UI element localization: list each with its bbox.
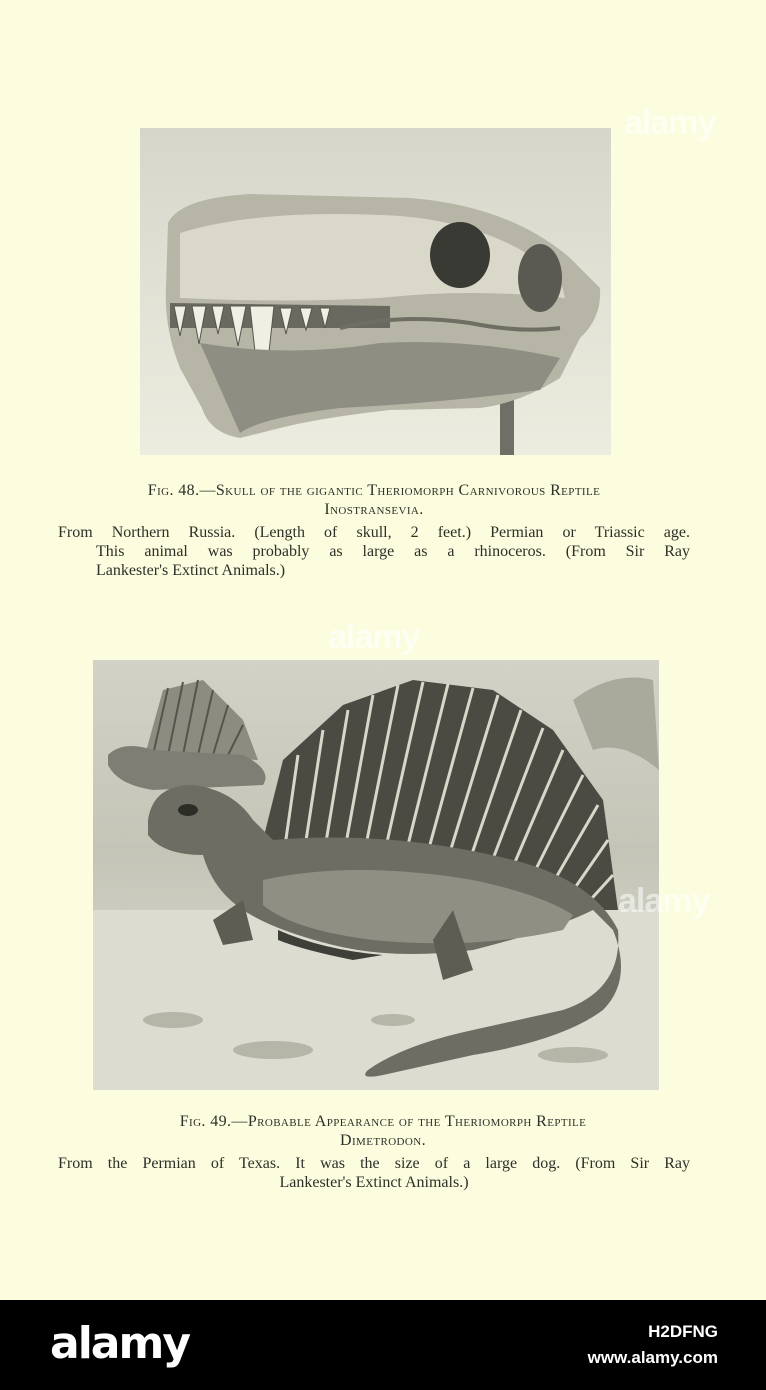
image-code: H2DFNG bbox=[648, 1322, 718, 1341]
figure-48-text-line-2: This animal was probably as large as a rhinoceros. (From Sir Ray bbox=[96, 543, 690, 560]
figure-48-caption bbox=[56, 481, 692, 519]
dimetrodon-drawing bbox=[93, 660, 659, 1090]
figure-49-description bbox=[58, 1154, 690, 1192]
figure-49-title: Probable Appearance of the Theriomorph Reptile bbox=[247, 1113, 587, 1130]
figure-49-text-line-2: Lankester's Extinct Animals.) bbox=[279, 1174, 469, 1191]
figure-48-title-line-2: Inostransevia. bbox=[324, 501, 424, 518]
dimetrodon-illustration bbox=[93, 660, 659, 1090]
figure-49-text-line-1: From the Permian of Texas. It was the size of a large dog. (From Sir Ray bbox=[58, 1155, 690, 1172]
figure-49-title-line-2: Dimetrodon. bbox=[340, 1132, 426, 1149]
figure-48-description bbox=[58, 523, 690, 580]
watermark-top: alamy bbox=[624, 104, 716, 142]
figure-48-text-line-1: From Northern Russia. (Length of skull, 2 feet.) Permian or Triassic age. bbox=[58, 524, 690, 541]
watermark-middle: alamy bbox=[328, 618, 420, 656]
figure-48-label: Fig. 48.— bbox=[147, 482, 216, 499]
watermark-right: alamy bbox=[618, 882, 710, 920]
skull-illustration bbox=[140, 128, 611, 455]
figure-49-caption bbox=[56, 1112, 710, 1150]
stock-footer-bar bbox=[0, 1300, 766, 1390]
figure-48-title: Skull of the gigantic Theriomorph Carnivorous Reptile bbox=[215, 482, 601, 499]
figure-48-text-line-3: Lankester's Extinct Animals.) bbox=[96, 562, 286, 579]
alamy-logo: alamy bbox=[50, 1318, 189, 1369]
skull-photograph bbox=[140, 128, 611, 455]
site-url: www.alamy.com bbox=[587, 1348, 718, 1367]
figure-49-label: Fig. 49.— bbox=[179, 1113, 248, 1130]
